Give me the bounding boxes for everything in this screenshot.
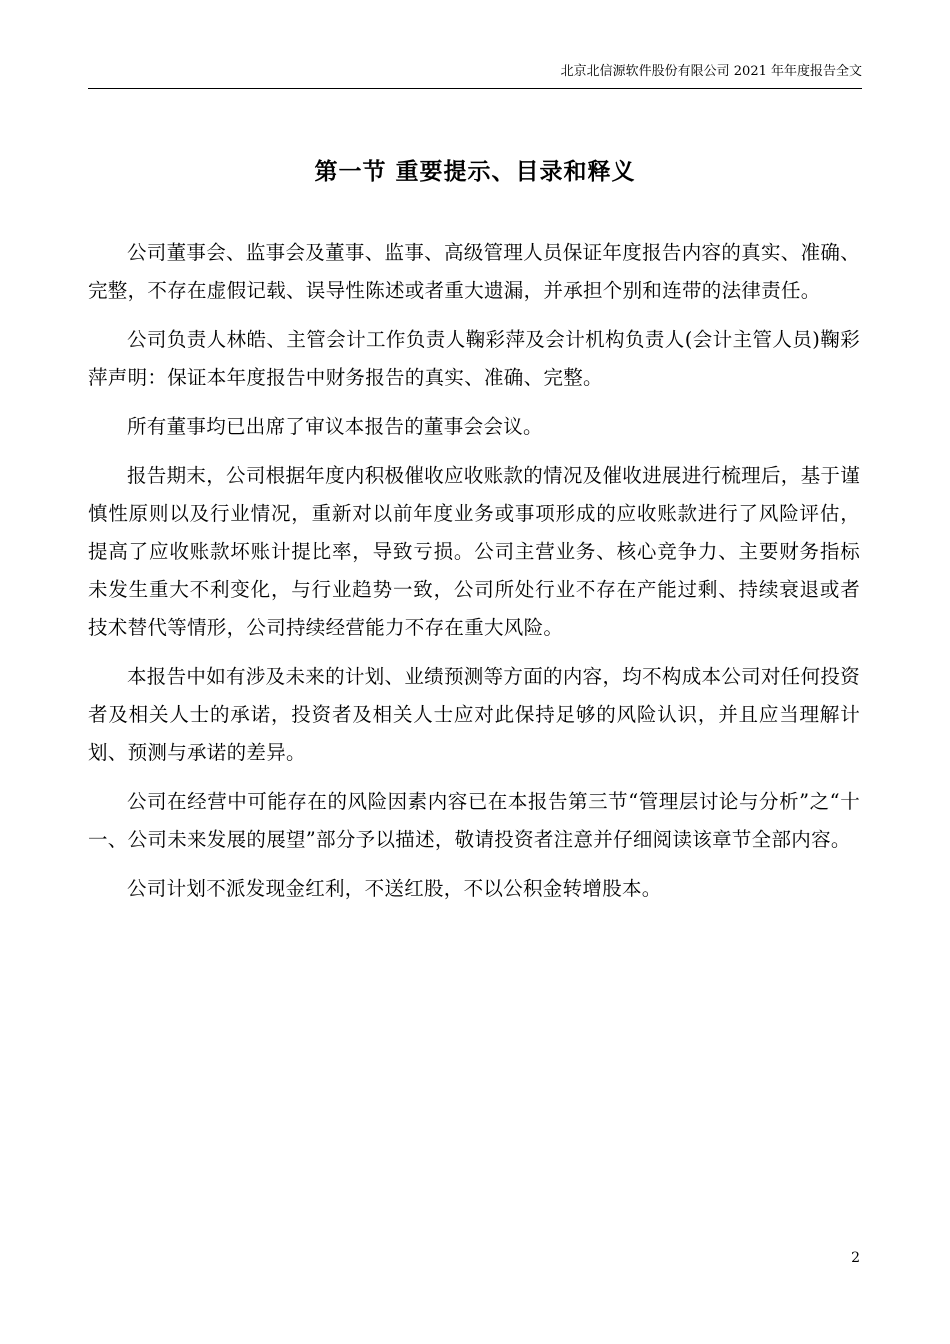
paragraph-board-guarantee: 公司董事会、监事会及董事、监事、高级管理人员保证年度报告内容的真实、准确、完整，不存在虚假记载、误导性陈述或者重大遗漏，并承担个别和连带的法律责任。 [88,241,860,302]
paragraph-forward-looking: 本报告中如有涉及未来的计划、业绩预测等方面的内容，均不构成本公司对任何投资者及相关人士的承诺，投资者及相关人士应对此保持足够的风险认识，并且应当理解计划、预测与承诺的差异。 [88,665,860,764]
paragraph-directors-attendance: 所有董事均已出席了审议本报告的董事会会议。 [127,415,543,438]
paragraph-dividend-plan: 公司计划不派发现金红利，不送红股，不以公积金转增股本。 [127,877,662,900]
section-title: 第一节 重要提示、目录和释义 [314,158,636,185]
paragraph-responsible-persons: 公司负责人林皓、主管会计工作负责人鞠彩萍及会计机构负责人(会计主管人员)鞠彩萍声明：保证本年度报告中财务报告的真实、准确、完整。 [88,328,860,389]
page-number: 2 [851,1250,860,1266]
header-text: 北京北信源软件股份有限公司 2021 年年度报告全文 [560,64,862,79]
body-content [88,234,860,919]
paragraph-risk-factors: 公司在经营中可能存在的风险因素内容已在本报告第三节“管理层讨论与分析”之“十一、公司未来发展的展望”部分予以描述，敬请投资者注意并仔细阅读该章节全部内容。 [88,790,860,851]
paragraph-loss-explanation: 报告期末，公司根据年度内积极催收应收账款的情况及催收进展进行梳理后，基于谨慎性原则以及行业情况，重新对以前年度业务或事项形成的应收账款进行了风险评估，提高了应收账款坏账计提比率，导致亏损。公司主营业务、核心竞争力、主要财务指标未发生重大不利变化，与行业趋势一致，公司所处行业不存在产能过剩、持续衰退或者技术替代等情形，公司持续经营能力不存在重大风险。 [88,464,860,639]
running-header [88,62,862,89]
